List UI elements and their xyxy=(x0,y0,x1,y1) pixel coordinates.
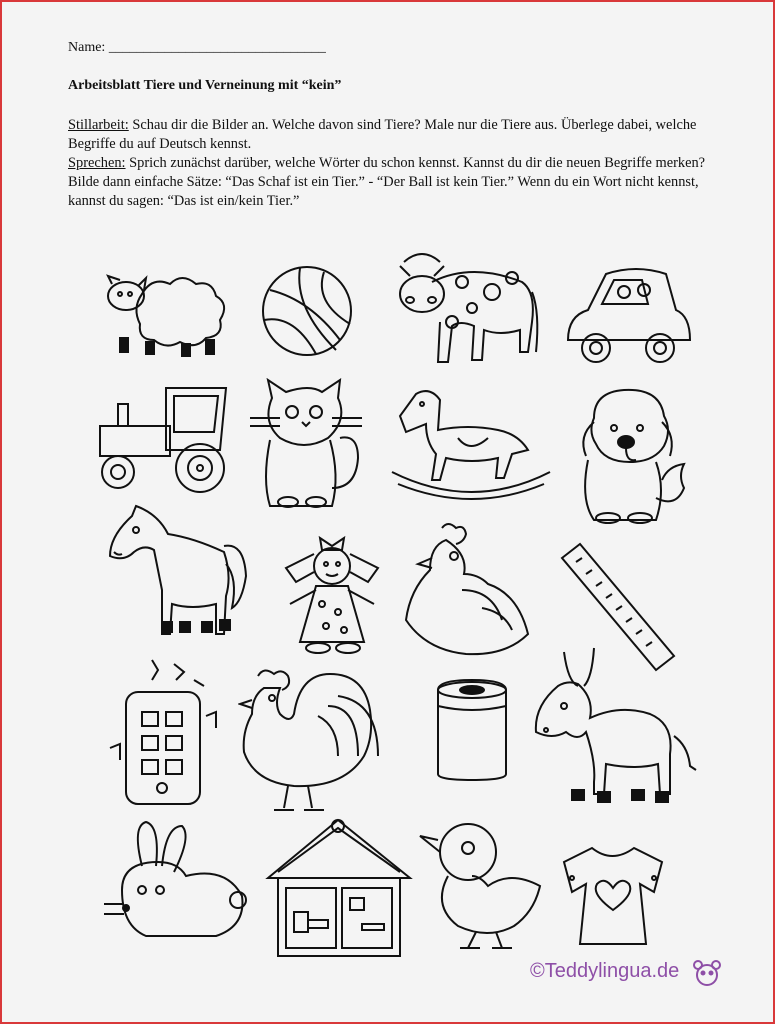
sprechen-label: Sprechen: xyxy=(68,155,126,171)
worksheet-title: Arbeitsblatt Tiere und Verneinung mit “kein” xyxy=(68,78,342,93)
stillarbeit-text: Schau dir die Bilder an. Welche davon sind Tiere? Male nur die Tiere aus. Überlege dabei, welche Begriffe du auf Deutsch kennst. xyxy=(68,117,697,152)
bird-icon xyxy=(416,818,544,950)
car-icon xyxy=(562,260,694,370)
shirt-icon xyxy=(558,842,668,952)
name-field-label: Name: _______________________________ xyxy=(68,40,326,55)
tractor-icon xyxy=(96,378,236,496)
dog-icon xyxy=(574,388,688,524)
rooster-icon xyxy=(238,666,392,812)
teddy-bear-icon xyxy=(692,958,722,988)
sharpener-icon xyxy=(434,678,510,782)
cow-icon xyxy=(392,242,547,372)
cat-icon xyxy=(242,378,372,510)
rabbit-icon xyxy=(102,820,250,944)
sheep-icon xyxy=(102,264,237,364)
stillarbeit-paragraph xyxy=(68,116,728,154)
horse-icon xyxy=(106,500,250,636)
sprechen-paragraph xyxy=(68,154,728,211)
doll-icon xyxy=(282,530,382,656)
donkey-icon xyxy=(534,646,698,806)
sprechen-text: Sprich zunächst darüber, welche Wörter du schon kennst. Kannst du dir die neuen Begriffe merken? Bilde dann einfache Sätze: “Das Schaf ist ein Tier.” - “Der Ball ist kein Tier.” Wenn du ein Wort nicht kennst, kannst du sagen: “Das ist ein/kein Tier.” xyxy=(68,155,706,209)
dollhouse-icon xyxy=(264,814,414,960)
hen-icon xyxy=(402,520,538,656)
teddylingua-logo: ©Teddylingua.de xyxy=(530,960,680,982)
phone-icon xyxy=(106,656,224,810)
instructions xyxy=(68,116,728,211)
stillarbeit-label: Stillarbeit: xyxy=(68,117,129,133)
ball-icon xyxy=(260,264,354,358)
rocking-horse-icon xyxy=(388,388,552,504)
